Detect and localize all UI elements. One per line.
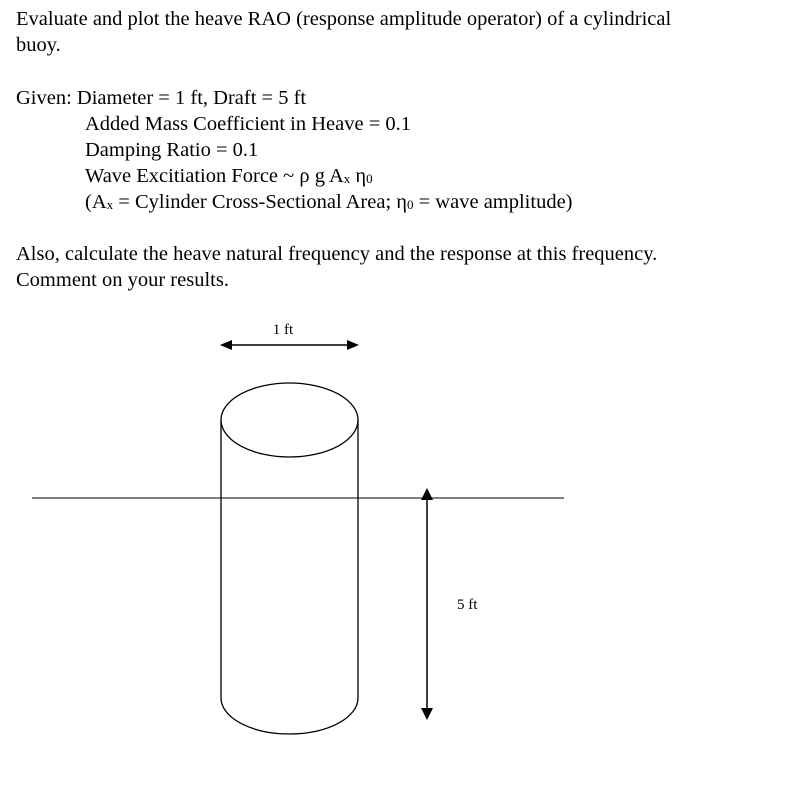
draft-arrow-bottom <box>421 708 433 720</box>
also-line-2: Comment on your results. <box>16 269 229 291</box>
excitation-subscript-x: x <box>343 171 351 186</box>
note-suffix: = wave amplitude) <box>413 191 573 213</box>
draft-arrow-top <box>421 488 433 500</box>
also-line-1: Also, calculate the heave natural frequency and the response at this frequency. <box>16 243 658 265</box>
diameter-arrow-left <box>220 340 232 350</box>
diameter-arrow-right <box>347 340 359 350</box>
excitation-prefix: Wave Excitiation Force ~ ρ g A <box>85 165 344 187</box>
problem-intro-line-1: Evaluate and plot the heave RAO (response amplitude operator) of a cylindrical <box>16 8 672 30</box>
note-prefix: (A <box>85 191 107 213</box>
draft-label: 5 ft <box>457 597 478 613</box>
excitation-subscript-0: 0 <box>366 171 373 186</box>
given-added-mass: Added Mass Coefficient in Heave = 0.1 <box>85 113 412 135</box>
cylinder-top-ellipse <box>221 383 358 457</box>
note-subscript-0: 0 <box>407 197 414 212</box>
given-damping-ratio: Damping Ratio = 0.1 <box>85 139 259 161</box>
diameter-label: 1 ft <box>272 322 294 338</box>
note-subscript-x: x <box>106 197 114 212</box>
note-middle: = Cylinder Cross-Sectional Area; η <box>113 191 407 213</box>
problem-intro-line-2: buoy. <box>16 34 61 56</box>
given-diameter-draft: Given: Diameter = 1 ft, Draft = 5 ft <box>16 87 307 109</box>
excitation-eta: η <box>350 165 367 187</box>
cylinder-bottom-arc <box>221 698 358 734</box>
